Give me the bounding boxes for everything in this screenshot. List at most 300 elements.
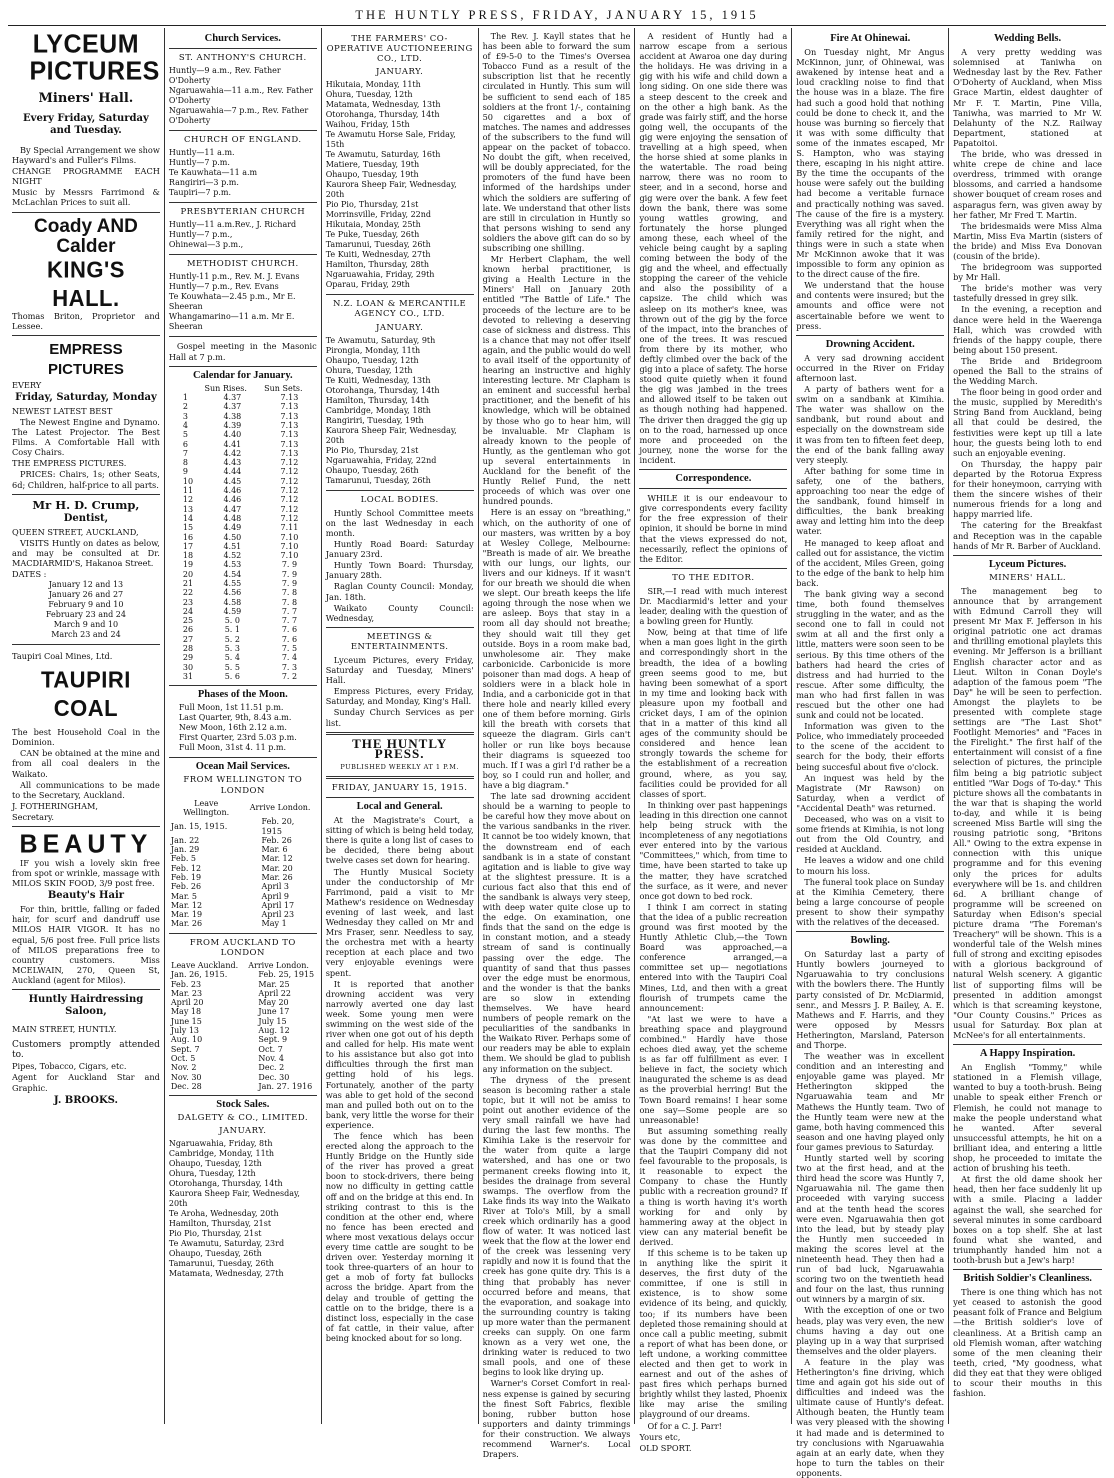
mail-row-cell: Jan. 27. 1916 xyxy=(258,1081,313,1091)
mail-row-cell: Feb. 23 xyxy=(170,979,202,989)
empress-text: The Newest Engine and Dynamo. The Latest Projector. The Best Films. A Comfortable Hall with Cosy Chairs. xyxy=(12,416,160,458)
paragraph: The Rev. J. Kayll states that he has been able to forward the sum of £9-5-0 to the Times's Oversea Tobacco Fund as a result of the subscription list that he recently circulated in Huntly. This sum will be sufficient to send each of 185 soldiers at the front 1/-, containing 50 cigarettes and a box of matches. The names and addresses of the subscribers to the fund will appear on the packet of tobacco. No doubt the gift, when received, will be doubly appreciated, for the promoters of the fund have been informed of the hardships under which the soldiers are suffering of late. We understand that other lists are still in circulation in Huntly so that persons wishing to send any soldiers the above gift can do so by subscribing one shilling. xyxy=(482,31,631,253)
paragraph: If this scheme is to be taken up in anything like the spirit it deserves, the first duty of the committee, if one is still in existence, is to show some evidence of its being, and quickly, too; if its numbers have been depleted those remaining should at once call a public meeting, submit a report of what has been done, or left undone, a working committee elected and then get to work in earnest and out of the ashes of past fires which perhaps burned brightly whilst they lasted, Phoenix like may arise the smiling playground of our dreams. xyxy=(639,1247,788,1420)
calendar-row-cell: 7. 7 xyxy=(281,606,298,616)
calendar-row xyxy=(169,653,317,662)
calendar-row-cell: 4 xyxy=(182,420,188,430)
divider xyxy=(953,1044,1102,1045)
calendar-row xyxy=(169,467,317,476)
list-item: Te Kuiti, Wednesday, 27th xyxy=(325,250,431,260)
calendar-row xyxy=(169,598,317,607)
mail-row xyxy=(169,989,317,998)
calendar-row xyxy=(169,514,317,523)
calendar-row xyxy=(169,440,317,449)
mail-row xyxy=(169,817,317,836)
paragraph: The fence which has been erected along the approach to the Huntly Bridge on the Huntly side of the river has proved a great boon to stock-drivers, there being now no difficulty in getting cattle off and on the bridge at this end. In striking contrast to this is the condition at the other end, where no fence has been erected and where most vexatious delays occur every time cattle are sought to be driven over. Yesterday morning it took three-quarters of an hour to get a mob of forty fat bullocks across the bridge. Apart from the delay and trouble of getting the cattle on to the bridge, there is a distinct loss, especially in the case of fat cattle, in their value, after being knocked about for so long. xyxy=(325,1131,474,1343)
calendar-row-cell: 7.10 xyxy=(280,551,299,561)
mail-row-cell: Aug. 12 xyxy=(258,1026,290,1036)
list-item: Ngaruawahia, Friday, 29th xyxy=(325,270,435,280)
mail-row xyxy=(169,854,317,863)
presby-heading: PRESBYTERIAN CHURCH xyxy=(180,207,306,218)
calendar-row-cell: 15 xyxy=(182,523,194,533)
beauty-hair: Beauty's Hair xyxy=(47,890,125,902)
paragraph: The Huntly Musical Society under the conductorship of Mr Farrimond, paid a visit to Mr Mathew's residence on Wednesday evening of last week, and last Wednesday they called on Mr and Mrs Fraser, senr. Needless to say, the orchestra met with a hearty reception at each place and two very enjoyable evenings were spent. xyxy=(325,866,474,978)
lyceum-sub: MINERS' HALL. xyxy=(989,572,1067,583)
calendar-row-cell: 5. 3 xyxy=(224,644,240,654)
mail-row-cell: Feb. 26 xyxy=(170,882,202,892)
column-6 xyxy=(792,28,949,1478)
calendar-row-cell: 4.46 xyxy=(223,486,242,496)
paragraph: The weather was in excellent condition and an interesting and enjoyable game was played. Mr Hetherington skipped the Ngaruawahia team and Mr Mathews the Huntly team. Two of the Huntly team were new at the game, both having commenced this season and one having played only four games previous to Saturday. xyxy=(796,1051,945,1152)
calendar-row-cell: 21 xyxy=(182,578,194,588)
paragraph: The management beg to announce that by arrangement with Edmund Carroll they will present Mr Max F. Jefferson in his original patriotic one act dramas and thrilling emotional playlets this evening. Mr Jefferson is a brilliant English character actor and as Lieut. Wilton in Conan Doyle's adaption of the famous poem "The Day" he will be seen to perfection. Amongst the playlets to be presented with complete stage settings are "The Last Shot" Footlight Memories" and "Faces in the Firelight." The first half of the entertainment will consist of a fine selection of pictures, the principle film being a big patriotic subject entitled "War Dogs of To-day." This picture shows all the combatants in the war that is shaping the world to-day, and while it is being screened Miss Bartle will sing the rousing patriotic song, "Britons All." Owing to the extra expense in connection with this unique programme and for this evening only the prices for adults everywhere will be 1s. and children 6d. A brilliant change of programme will be screened on Saturday when Edison's special picture drama "The Foreman's Treachery" will be shown. This is a wonderful tale of the Welsh mines full of strong and exciting episodes with a glorious background of natural Welsh scenery. A gigantic list of supporting films will be presented in addition amongst which is that screaming keystone, "Our County Cousins." Prices as usual for Saturday. Box plan at McNee's for all entertainments. xyxy=(953,585,1103,1040)
list-item: Cambridge, Monday, 18th xyxy=(325,405,431,415)
paragraph: A party of bathers went for a swim on a sandbank at Kimihia. The water was shallow on the sandbank, but round about and especially on the downstream side it was from ten to fifteen feet deep, the end of the bank falling away very steeply. xyxy=(796,384,945,465)
mail-row-cell: Nov. 30 xyxy=(170,1072,202,1082)
paragraph: There is one thing which has not yet ceased to astonish the good peasant folk of France and Belgium—the British soldier's love of cleanliness. At a British camp an old Flemish woman, after watching some of the men cleaning their teeth, cried, "My goodness, what did they eat that they were obliged to scour their mouths in this fashion. xyxy=(953,1287,1103,1399)
mail-row-cell: Sept. 7 xyxy=(170,1044,200,1054)
crump-dates-label: DATES : xyxy=(12,568,47,579)
mail-row-cell: Feb. 26 xyxy=(261,835,292,845)
calendar-row-cell: 7.13 xyxy=(280,448,299,458)
paragraph: The dryness of the present season is becoming rather a stale topic, but it will not be amiss to point out another evidence of the very small rainfall we have had during the last few months. The Kimihia Lake is the reservoir for the water from quite a large watershed, and has one or two permanent creeks flowing into it, besides the drainage from several swamps. The overflow from the Lake finds its way into the Waikato River at Tolo's Mill, by a small creek which ordinarily has a good flow of water. It was noticed last week that the flow at the lower end of the creek was lessening very rapidly and now it is found that the creek has gone quite dry. This is a thing that probably has never occurred before and means, that the evaporation, and soakage into the surrounding country is taking up more water than the permanent creeks can supply. On one farm known as a very wet one, the drinking water is reduced to two small pools, and one of these begins to look like drying up. xyxy=(482,1074,631,1378)
paragraph: Information was given to the Police, who immediately proceeded to the scene of the accident to search for the body, their efforts being succesful about five o'clock. xyxy=(796,721,945,772)
service-item: Ngaruawahia—7 p.m., Rev. Father O'Doherty xyxy=(168,106,309,126)
crump-addr: QUEEN STREET, AUCKLAND, xyxy=(12,526,139,537)
col5-text xyxy=(639,31,787,465)
empress-days: Friday, Saturday, Monday xyxy=(15,391,157,403)
calendar-row-cell: 24 xyxy=(182,606,194,616)
divider xyxy=(12,335,160,336)
list-item: Matamata, Wednesday, 27th xyxy=(168,1269,284,1279)
list-item: Hikutaia, Monday, 25th xyxy=(325,220,421,230)
farmers-heading: THE FARMERS' CO-OPERATIVE AUCTIONEERING CO., LTD. xyxy=(326,34,473,65)
taupiri-best: The best Household Coal in the Dominion. xyxy=(12,727,160,748)
paragraph: It is reported that another drowning accident was very narrowly averted one day last week. Some young men were swimming on the west side of the river when one got out of his depth and called for help. His mate went to his assistance but also got into difficulties through the first man getting hold of his legs. Fortunately, another of the party was able to get hold of the second man and pulled both out on to the bank, very little the worse for their experience. xyxy=(325,978,474,1130)
list-item: Rangiriri, Tuesday, 19th xyxy=(325,415,424,425)
crump-text: VISITS Huntly on dates as below, and may be consulted at Dr. MACDIARMID'S, Hakanoa Street. xyxy=(12,537,160,568)
mail-row xyxy=(169,910,317,919)
wedding-text xyxy=(953,47,1102,551)
calendar-row-cell: 4.58 xyxy=(223,597,242,607)
column-3 xyxy=(322,28,479,1424)
mail-table-wellington xyxy=(169,799,317,929)
calendar-row-cell: 7.12 xyxy=(280,476,299,486)
mail-row-cell: June 15 xyxy=(170,1016,202,1026)
calendar-row-cell: 4.49 xyxy=(223,523,242,533)
calendar-row-cell: 5 xyxy=(182,430,188,440)
mail-row-cell: Feb. 5 xyxy=(170,854,197,864)
lyceum-text xyxy=(953,586,1102,1040)
dalgety: DALGETY & CO., LIMITED. xyxy=(177,1113,309,1124)
calendar-row xyxy=(169,616,317,625)
paragraph: Waikato County Council: Wednesday, xyxy=(325,602,474,623)
calendar-row xyxy=(169,430,317,439)
calendar-row-cell: 7.12 xyxy=(280,458,299,468)
calendar-row-cell: 4.51 xyxy=(223,541,242,551)
mail-row-cell: April 17 xyxy=(261,900,295,910)
list-item: Hamilton, Thursday, 14th xyxy=(325,395,429,405)
date-item: March 9 and 10 xyxy=(53,620,119,630)
happy-text xyxy=(953,1062,1102,1265)
mail-sub-auckland: FROM AUCKLAND TO LONDON xyxy=(189,937,296,958)
cal-head-sets: Sun Sets. xyxy=(264,383,303,393)
calendar-row-cell: 9 xyxy=(182,467,188,477)
mail-row-cell: Jan. 22 xyxy=(170,835,200,845)
mail-row-cell: Mar. 26 xyxy=(261,873,293,882)
correspondence-note: WHILE it is our endeavour to give correspondents every facility for the free expression of their opinion, it should be borne in mind that the views expressed do not, necessarily, reflect the opinions of the Editor. xyxy=(639,493,788,564)
cal-day-head xyxy=(169,384,203,393)
calendar-row xyxy=(169,523,317,532)
column-2 xyxy=(165,28,322,1424)
calendar-row-cell: 5. 1 xyxy=(224,625,240,635)
mail-row-cell: Sept. 9 xyxy=(258,1035,288,1045)
paragraph: Raglan County Council: Monday, Jan. 18th. xyxy=(325,581,474,602)
meetings-text xyxy=(326,655,474,728)
paragraph: The catering for the Breakfast and Reception was in the capable hands of Mr R. Barber of Auckland. xyxy=(953,520,1103,551)
crump-title: Dentist, xyxy=(63,512,109,524)
calendar-row xyxy=(169,449,317,458)
paragraph: Empress Pictures, every Friday, Saturday, and Monday, King's Hall. xyxy=(325,686,474,707)
england-heading: CHURCH OF ENGLAND. xyxy=(184,135,302,146)
mail-row xyxy=(169,1007,317,1016)
crump-dates xyxy=(12,580,160,640)
list-item: Te Puke, Tuesday, 26th xyxy=(325,230,420,240)
list-item: Ohaupo, Tuesday, 12th xyxy=(168,1159,262,1169)
calendar-row-cell: 4.41 xyxy=(223,439,242,449)
taupiri-company: Taupiri Coal Mines, Ltd. xyxy=(12,651,113,662)
mail-row-cell: Mar. 5 xyxy=(170,891,197,901)
calendar-row-cell: 7. 2 xyxy=(281,671,298,681)
date-item: January 12 and 13 xyxy=(48,580,124,590)
empress-name: THE EMPRESS PICTURES. xyxy=(12,458,127,469)
mail-row-cell: May 1 xyxy=(261,919,287,929)
calendar-row-cell: 7.13 xyxy=(280,402,299,412)
divider xyxy=(169,336,317,337)
date-item: February 9 and 10 xyxy=(48,600,124,610)
anthony-heading: ST. ANTHONY'S CHURCH. xyxy=(178,53,307,64)
paragraph: Huntly started well by scoring two at the first head, and at the third head the score was Huntly 7, Ngaruawahia nil. The game then proceeded with varying success and at the tenth head the scores were even. Ngaruawahia then got into the lead, but by steady play the Huntly men succeeded in making the scores level at the nineteenth head. They then had a run of bad luck, Ngaruawahia scoring two on the twentieth head and four on the last, thus running out winners by a margin of six. xyxy=(796,1153,945,1305)
calendar-row-cell: 4.56 xyxy=(223,588,242,598)
letter-text xyxy=(639,586,787,1431)
mail-row xyxy=(169,845,317,854)
mail-row xyxy=(169,836,317,845)
lyceum-music: Music by Messrs Farrimond & McLachlan Prices to suit all. xyxy=(12,187,160,208)
list-item: Kaurora Sheep Fair, Wednesday, 20th xyxy=(325,180,457,200)
mail-row-cell: Dec. 28 xyxy=(170,1081,202,1091)
nz-loan-heading: N.Z. LOAN & MERCANTILE AGENCY CO., LTD. xyxy=(333,299,467,320)
calendar-row xyxy=(169,421,317,430)
empress-title: EMPRESS PICTURES xyxy=(48,340,124,378)
list-item: Pio Pio, Thursday, 21st xyxy=(325,200,419,210)
paragraph: Of for a C. J. Parr! xyxy=(647,1420,722,1431)
divider xyxy=(326,490,474,491)
calendar-row xyxy=(169,393,317,402)
list-item: Te Awamutu, Saturday, 16th xyxy=(325,150,441,160)
methodist-heading: METHODIST CHURCH. xyxy=(186,259,299,270)
divider xyxy=(169,685,317,686)
paragraph: At the Magistrate's Court, a sitting of which is being held today, there is quite a long list of cases to be decided, there being about twelve cases set down for hearing. xyxy=(325,815,474,866)
divider xyxy=(12,212,160,213)
paragraph: The bride, who was dressed in white crepe de chine and lace overdress, trimmed with orange blossoms, and carried a handsome shower bouquet of cream roses and asparagus fern, was given away by her father, Mr Fred T. Martin. xyxy=(953,149,1103,220)
list-item: Pio Pio, Thursday, 21st xyxy=(325,445,419,455)
calendar-row-cell: 4.52 xyxy=(223,551,242,561)
british-text xyxy=(953,1287,1102,1398)
mail-row-cell: Mar. 20 xyxy=(261,863,293,873)
paragraph: On Saturday last a party of Huntly bowlers journeyed to Ngaruawahia to try conclusions with the bowlers there. The Huntly party consisted of Dr. McDiarmid, senr., and Messrs J. P. Bailey, A. E. Mathews and F. Harris, and they were opposed by Messrs Hetherington, Marsland, Paterson and Thorpe. xyxy=(796,949,945,1050)
list-item: Te Awamutu, Saturday, 9th xyxy=(325,335,436,345)
mail-row xyxy=(169,970,317,979)
list-item: Waihou, Friday, 15th xyxy=(325,120,410,130)
paragraph: Lyceum Pictures, every Friday, Saturday and Tuesday, Miners' Hall. xyxy=(325,654,474,686)
divider xyxy=(639,568,787,569)
mail-table-auckland xyxy=(169,961,317,1091)
service-item: Huntly—11 a.m.Rev., J. Richard xyxy=(168,220,297,230)
calendar-row-cell: 4.48 xyxy=(223,513,242,523)
list-item: Ohaupo, Tuesday, 12th xyxy=(325,355,419,365)
calendar-row-cell: 4.43 xyxy=(223,458,242,468)
mail-row-cell: Aug. 10 xyxy=(170,1035,203,1045)
calendar-row-cell: 7. 3 xyxy=(281,662,298,672)
divider xyxy=(169,254,317,255)
calendar-row-cell: 4.38 xyxy=(223,411,242,421)
date-item: March 23 and 24 xyxy=(51,630,121,640)
list-item: Tamarunui, Tuesday, 26th xyxy=(325,240,431,250)
calendar-row xyxy=(169,495,317,504)
service-item: Huntly-11 p.m., Rev. M. J. Evans xyxy=(168,272,300,282)
calendar-row-cell: 2 xyxy=(182,402,188,412)
paragraph: He managed to keep afloat and called out for assistance, the victim of the accident, Miles Green, going to the edge of the bank to help him back. xyxy=(796,537,945,588)
calendar-table xyxy=(169,384,317,682)
to-editor: TO THE EDITOR. xyxy=(672,572,755,583)
divider xyxy=(796,931,944,932)
calendar-row-cell: 7. 9 xyxy=(281,569,298,579)
mail-row xyxy=(169,882,317,891)
service-item: Huntly—11 a.m. xyxy=(168,148,235,158)
calendar-row-cell: 5. 6 xyxy=(224,671,240,681)
mail-row-cell: Mar. 23 xyxy=(170,988,203,998)
mail-arrive-head: Arrive London. xyxy=(249,803,311,813)
presby-list xyxy=(169,220,317,250)
drowning-text xyxy=(796,353,944,927)
paragraph: I think I am correct in stating that the idea of a public recreation ground was first mooted by the Huntly Athletic Club,—the Town Board was approached,—a conference arranged,—a committee set up— negotiations entered into with the Taupiri Coal Mines, Ltd, and then with a great flourish of trumpets came the announcement: xyxy=(639,901,788,1013)
hair-title: Huntly Hairdressing Saloon, xyxy=(28,994,144,1018)
nz-loan-month: JANUARY. xyxy=(375,322,424,333)
list-item: Te Kuiti, Wednesday, 13th xyxy=(325,375,431,385)
column-5 xyxy=(635,28,792,1453)
divider xyxy=(169,130,317,131)
press-title: THE HUNTLY PRESS. xyxy=(352,735,448,761)
list-item: Oparau, Friday, 29th xyxy=(325,280,410,290)
mail-row-cell: Mar. 25 xyxy=(258,979,290,989)
calendar-row-cell: 4.44 xyxy=(223,467,242,477)
column-1 xyxy=(8,28,165,1424)
mail-row-cell: Jan. 26, 1915. xyxy=(170,970,228,980)
empress-prices: PRICES: Chairs, 1s; other Seats, 6d; Children, half-price to all parts. xyxy=(12,469,160,490)
divider xyxy=(169,366,317,367)
service-item: Ngaruawahia—11 a.m., Rev. Father O'Doherty xyxy=(168,86,313,106)
calendar-row-cell: 7. 4 xyxy=(281,653,298,663)
mail-row-cell: April 20 xyxy=(170,998,204,1008)
paragraph: An English "Tommy," while stationed in a Flemish village, wanted to buy a tooth-brush. Being unable to speak either French or Flemish, he could not manage to make the people understand what he wanted. After several unsuccessful attempts, he hit on a brilliant idea, and entering a little shop, he proceeded to imitate the action of brushing his teeth. xyxy=(953,1062,1103,1174)
calendar-row-cell: 7. 6 xyxy=(281,625,298,635)
calendar-row xyxy=(169,579,317,588)
divider xyxy=(796,335,944,336)
paragraph: Warner's Corset Comfort in real-ness expense is gained by securing the finest Soft Fabrics, flexible boning, rubber button hose supporters and dainty trimmings for their construction. We always recommend Warner's. Local Drapers. xyxy=(482,1378,631,1460)
divider xyxy=(953,1269,1102,1270)
list-item: Otorohanga, Thursday, 14th xyxy=(325,385,440,395)
hair-text: Customers promptly attended to. xyxy=(12,1040,160,1061)
secretary: Secretary. xyxy=(12,811,55,822)
calendar-row-cell: 7.13 xyxy=(280,411,299,421)
mail-row-cell: Nov. 4 xyxy=(258,1053,284,1063)
taupiri-text: CAN be obtained at the mine and from all coal dealers in the Waikato. xyxy=(12,748,160,779)
list-item: Matiere, Tuesday, 19th xyxy=(325,160,420,170)
mail-row-cell: Dec. 30 xyxy=(258,1072,290,1082)
taupiri-coal: TAUPIRI COAL xyxy=(40,666,131,722)
divider xyxy=(953,555,1102,556)
calendar-row-cell: 3 xyxy=(182,411,188,421)
methodist-list xyxy=(169,272,317,332)
calendar-row-cell: 7. 8 xyxy=(281,588,298,598)
mail-heading: Ocean Mail Services. xyxy=(195,761,290,773)
service-item: Huntly—7 p.m. xyxy=(168,158,230,168)
list-item: Ohura, Tuesday, 12th xyxy=(168,1169,256,1179)
calendar-row-cell: 20 xyxy=(182,569,194,579)
divider xyxy=(12,494,160,495)
british-heading: British Soldier's Cleanliness. xyxy=(963,1273,1092,1285)
divider xyxy=(12,826,160,827)
lyceum-every: Every Friday, Saturday and Tuesday. xyxy=(23,113,149,136)
calendar-row-cell: 31 xyxy=(182,671,194,681)
calendar-row xyxy=(169,560,317,569)
paragraph: A very pretty wedding was solemnised at Taniwha on Wednesday last by the Rev. Father O'Doherty of Auckland, when Miss Grace Martin, eldest daughter of Mr F. T. Martin, Pine Villa, Taniwha, was married to Mr W. Delahunty of the N.Z. Railway Department, stationed at Papatoitoi. xyxy=(953,47,1103,148)
paragraph: "At last we were to have a breathing space and playground combined." Hardly have those echoes died away, yet the scheme is as far off fulfillment as ever. I believe in fact, the society which inaugurated the scheme is as dead as the proverbial herring! But the Town Board remains! I hear some one say—Some people are so unreasonable! xyxy=(639,1013,788,1125)
list-item: Kaurora Sheep Fair, Wednesday, 20th xyxy=(325,425,457,445)
service-item: Ohinewai—3 p.m., xyxy=(168,240,244,250)
lyceum-title: LYCEUM xyxy=(32,29,140,59)
mail-row xyxy=(169,1054,317,1063)
hair-agent: Agent for Auckland Star and Graphic. xyxy=(12,1072,160,1093)
calendar-row xyxy=(169,570,317,579)
mail-row xyxy=(169,1063,317,1072)
divider xyxy=(326,797,474,798)
paragraph: Huntly Road Board: Saturday January 23rd. xyxy=(325,539,474,560)
date-item: February 23 and 24 xyxy=(45,610,126,620)
list-item: Ngaruawahia, Friday, 8th xyxy=(168,1139,273,1149)
calendar-row-cell: 25 xyxy=(182,616,194,626)
calendar-row xyxy=(169,625,317,634)
calendar-row-cell: 4.54 xyxy=(223,569,242,579)
mail-row-cell: July 15 xyxy=(258,1016,287,1026)
mail-leave-head: Leave Wellington. xyxy=(183,798,230,817)
calendar-row-cell: 7.12 xyxy=(280,467,299,477)
divider xyxy=(169,757,317,758)
calendar-row-cell: 4.47 xyxy=(223,504,242,514)
list-item: Hamilton, Thursday, 21st xyxy=(168,1219,272,1229)
crump-name: Mr H. D. Crump, xyxy=(32,497,140,512)
mail-row xyxy=(169,864,317,873)
calendar-row-cell: 4.53 xyxy=(223,560,242,570)
moon-heading: Phases of the Moon. xyxy=(197,689,288,701)
hair-addr: MAIN STREET, HUNTLY. xyxy=(12,1024,117,1035)
calendar-row xyxy=(169,663,317,672)
mail-row-cell: June 17 xyxy=(258,1007,290,1017)
paragraph: We understand that the house and contents were insured; but the amounts and office were not ascertainable before we went to press. xyxy=(796,280,945,331)
list-item: Otorohanga, Thursday, 14th xyxy=(325,110,440,120)
calendar-row-cell: 1 xyxy=(182,393,188,403)
calendar-row-cell: 4.50 xyxy=(223,532,242,542)
list-item: Cambridge, Monday, 11th xyxy=(168,1149,275,1159)
nz-loan-list xyxy=(326,336,474,486)
calendar-body xyxy=(169,393,317,681)
mail-row xyxy=(169,1073,317,1082)
paragraph: With the exception of one or two heads, play was very even, the new chums having a day out one playing up in a way that surprised themselves and the older players. xyxy=(796,1305,945,1356)
mail-row-cell: Mar. 12 xyxy=(261,854,293,864)
calendar-row-cell: 19 xyxy=(182,560,194,570)
kings-hall: KING'S HALL. xyxy=(46,256,125,311)
divider xyxy=(12,989,160,990)
kings-text: Thomas Briton, Proprietor and Lessee. xyxy=(12,310,160,331)
paragraph: In the evening, a reception and dance were held in the Waerenga Hall, which was crowded with friends of the happy couple, there being about 150 present. xyxy=(953,304,1103,355)
mail-row-cell: April 3 xyxy=(261,882,290,892)
mail-row-cell: Feb. 12 xyxy=(170,863,202,873)
taupiri-comm: All communications to be made to the Secretary, Auckland. xyxy=(12,779,160,800)
list-item: Matamata, Wednesday, 13th xyxy=(325,100,441,110)
fotheringham: J. FOTHERINGHAM, xyxy=(12,800,98,811)
calendar-row xyxy=(169,672,317,681)
calendar-row xyxy=(169,486,317,495)
list-item: Pio Pio, Thursday, 21st xyxy=(168,1229,262,1239)
mail-row-cell: May 18 xyxy=(170,1007,202,1017)
paragraph: Here is an essay on "breathing," which, on the authority of one of our masters, was written by a boy at Wesley College, Melbourne: "Breath is made of air. We breathe with our lungs, our lights, our livers and our kidneys. If it wasn't for our breath we should die when we slept. Our breath keeps the life agoing through the nose when we are asleep. Boys that stay in a room all day should not breathe; they should wait till they get outside. Boys in a room make bad, unwholesome air. They make carbonicide. Carbonicide is more poisoner than mad dogs. A heap of soldiers were in a black hole in India, and a carbonicide got in that there hole and nearly killed every one of them before morning. Girls kill the breath with corsets that squeeze the diagram. Girls can't holler or run like boys because their diagrams is squeezed too much. If I was a girl I'd rather be a boy, so I could run and holler, and have a big diagram." xyxy=(482,507,631,790)
calendar-row-cell: 17 xyxy=(182,541,194,551)
beauty-text2: For thin, brittle, falling or faded hair, for scurf and dandruff use MILOS HAIR VIGOR. It has no equal, 5/6 post free. Full price lists of MILOS preparations free to country customers. Miss MCELWAIN, 270, Queen St, Auckland (agent for Milos). xyxy=(12,904,160,985)
mail-row-cell: Oct. 5 xyxy=(170,1053,196,1063)
calendar-row-cell: 6 xyxy=(182,439,188,449)
divider xyxy=(169,933,317,934)
calendar-row xyxy=(169,533,317,542)
calendar-row-cell: 16 xyxy=(182,532,194,542)
calendar-row-cell: 7.13 xyxy=(280,393,299,403)
list-item: Te Aroha, Wednesday, 20th xyxy=(168,1209,279,1219)
paragraph: He leaves a widow and one child to mourn his loss. xyxy=(796,855,945,876)
calendar-row-cell: 4.37 xyxy=(223,402,242,412)
paragraph: On Thursday, the happy pair departed by the Rotorua Express for their honeymoon, carrying with them the sincere wishes of their numerous friends for a long and happy married life. xyxy=(953,458,1103,520)
calendar-row-cell: 7.12 xyxy=(280,495,299,505)
calendar-row-cell: 5. 5 xyxy=(224,662,240,672)
mail-row-cell: Mar. 12 xyxy=(170,900,203,910)
paragraph: Deceased, who was on a visit to some friends at Kimihia, is not long out from the Old Country, and resided at Auckland. xyxy=(796,814,945,855)
paragraph: At first the old dame shook her head, then her face suddenly lit up with a smile. Placing a ladder against the wall, she searched for several minutes in some cardboard boxes on a top shelf. She at last found what she wanted, and triumphantly handed him not a tooth-brush but a Jew's harp! xyxy=(953,1174,1103,1265)
service-item: Huntly—9 a.m., Rev. Father O'Doherty xyxy=(168,66,281,86)
moon-item: New Moon, 16th 2.12 a.m. xyxy=(178,723,287,733)
local-general-text xyxy=(326,815,474,1343)
column-4 xyxy=(479,28,636,1460)
divider xyxy=(169,1095,317,1096)
list-item: Te Awamutu Horse Sale, Friday, 15th xyxy=(325,130,456,150)
mail-row-cell: Feb. 20, 1915 xyxy=(261,817,295,836)
calendar-row-cell: 27 xyxy=(182,634,194,644)
calendar-row-cell: 7.12 xyxy=(280,513,299,523)
lyceum-change: CHANGE PROGRAMME EACH NIGHT xyxy=(12,166,160,187)
mail-row xyxy=(169,873,317,882)
calendar-row-cell: 4.37 xyxy=(223,393,242,403)
church-heading: Church Services. xyxy=(204,33,281,44)
calendar-row-cell: 4.46 xyxy=(223,495,242,505)
calendar-row-cell: 7.13 xyxy=(280,420,299,430)
mail-row xyxy=(169,1082,317,1091)
